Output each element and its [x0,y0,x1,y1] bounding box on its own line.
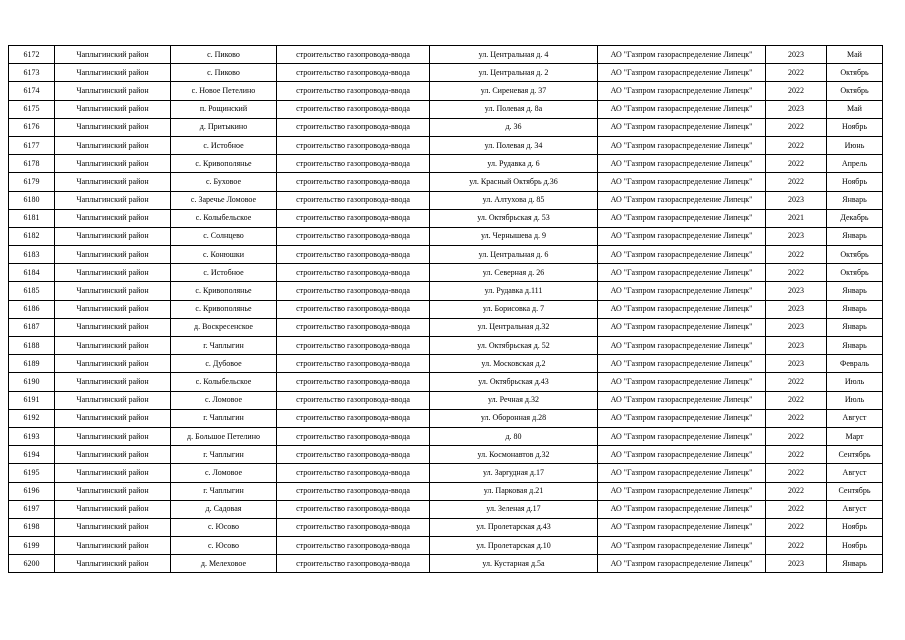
work-type-cell: строительство газопровода-ввода [277,427,430,445]
organization-cell: АО "Газпром газораспределение Липецк" [598,100,766,118]
settlement-cell: с. Истобное [171,264,277,282]
settlement-cell: п. Рощинский [171,100,277,118]
organization-cell: АО "Газпром газораспределение Липецк" [598,282,766,300]
work-type-cell: строительство газопровода-ввода [277,409,430,427]
address-cell: ул. Речная д.32 [430,391,598,409]
month-cell: Июль [827,391,883,409]
month-cell: Ноябрь [827,173,883,191]
district-cell: Чаплыгинский район [55,173,171,191]
work-type-cell: строительство газопровода-ввода [277,318,430,336]
month-cell: Август [827,409,883,427]
table-row [9,82,883,100]
year-cell: 2022 [766,464,827,482]
district-cell: Чаплыгинский район [55,82,171,100]
table-row [9,355,883,373]
year-cell: 2022 [766,82,827,100]
work-type-cell: строительство газопровода-ввода [277,64,430,82]
table-row [9,173,883,191]
organization-cell: АО "Газпром газораспределение Липецк" [598,82,766,100]
district-cell: Чаплыгинский район [55,518,171,536]
settlement-cell: г. Чаплыгин [171,446,277,464]
row-number-cell: 6197 [9,500,55,518]
table-row [9,446,883,464]
row-number-cell: 6196 [9,482,55,500]
district-cell: Чаплыгинский район [55,355,171,373]
organization-cell: АО "Газпром газораспределение Липецк" [598,427,766,445]
month-cell: Май [827,100,883,118]
organization-cell: АО "Газпром газораспределение Липецк" [598,191,766,209]
year-cell: 2023 [766,337,827,355]
month-cell: Сентябрь [827,446,883,464]
row-number-cell: 6199 [9,537,55,555]
table-body [9,46,883,573]
address-cell: ул. Космонавтов д.32 [430,446,598,464]
year-cell: 2022 [766,264,827,282]
address-cell: ул. Пролетарская д.43 [430,518,598,536]
table-row [9,46,883,64]
month-cell: Декабрь [827,209,883,227]
work-type-cell: строительство газопровода-ввода [277,482,430,500]
work-type-cell: строительство газопровода-ввода [277,191,430,209]
settlement-cell: с. Ломовое [171,464,277,482]
year-cell: 2022 [766,246,827,264]
organization-cell: АО "Газпром газораспределение Липецк" [598,318,766,336]
settlement-cell: с. Истобное [171,136,277,154]
month-cell: Ноябрь [827,518,883,536]
row-number-cell: 6178 [9,155,55,173]
district-cell: Чаплыгинский район [55,264,171,282]
address-cell: ул. Октябрьская д. 53 [430,209,598,227]
table-row [9,537,883,555]
row-number-cell: 6185 [9,282,55,300]
month-cell: Февраль [827,355,883,373]
work-type-cell: строительство газопровода-ввода [277,100,430,118]
month-cell: Октябрь [827,82,883,100]
address-cell: ул. Полевая д. 34 [430,136,598,154]
month-cell: Январь [827,191,883,209]
address-cell: ул. Центральная д. 6 [430,246,598,264]
district-cell: Чаплыгинский район [55,118,171,136]
year-cell: 2023 [766,191,827,209]
address-cell: ул. Октябрьская д.43 [430,373,598,391]
year-cell: 2022 [766,409,827,427]
organization-cell: АО "Газпром газораспределение Липецк" [598,300,766,318]
address-cell: ул. Парковая д.21 [430,482,598,500]
month-cell: Май [827,46,883,64]
table-row [9,337,883,355]
row-number-cell: 6195 [9,464,55,482]
month-cell: Октябрь [827,246,883,264]
table-row [9,136,883,154]
table-row [9,518,883,536]
organization-cell: АО "Газпром газораспределение Липецк" [598,482,766,500]
settlement-cell: г. Чаплыгин [171,482,277,500]
row-number-cell: 6179 [9,173,55,191]
organization-cell: АО "Газпром газораспределение Липецк" [598,118,766,136]
district-cell: Чаплыгинский район [55,136,171,154]
row-number-cell: 6193 [9,427,55,445]
row-number-cell: 6180 [9,191,55,209]
settlement-cell: с. Буховое [171,173,277,191]
address-cell: ул. Кустарная д.5а [430,555,598,573]
district-cell: Чаплыгинский район [55,446,171,464]
row-number-cell: 6181 [9,209,55,227]
work-type-cell: строительство газопровода-ввода [277,246,430,264]
address-cell: ул. Центральная д. 2 [430,64,598,82]
table-row [9,209,883,227]
district-cell: Чаплыгинский район [55,427,171,445]
work-type-cell: строительство газопровода-ввода [277,500,430,518]
row-number-cell: 6198 [9,518,55,536]
year-cell: 2022 [766,427,827,445]
district-cell: Чаплыгинский район [55,337,171,355]
district-cell: Чаплыгинский район [55,227,171,245]
settlement-cell: с. Юсово [171,537,277,555]
month-cell: Апрель [827,155,883,173]
settlement-cell: с. Колыбельское [171,209,277,227]
year-cell: 2022 [766,64,827,82]
address-cell: ул. Полевая д. 8а [430,100,598,118]
settlement-cell: с. Пиково [171,64,277,82]
organization-cell: АО "Газпром газораспределение Липецк" [598,246,766,264]
year-cell: 2023 [766,100,827,118]
row-number-cell: 6194 [9,446,55,464]
year-cell: 2022 [766,173,827,191]
month-cell: Июль [827,373,883,391]
district-cell: Чаплыгинский район [55,209,171,227]
organization-cell: АО "Газпром газораспределение Липецк" [598,337,766,355]
organization-cell: АО "Газпром газораспределение Липецк" [598,173,766,191]
work-type-cell: строительство газопровода-ввода [277,46,430,64]
year-cell: 2023 [766,46,827,64]
year-cell: 2022 [766,518,827,536]
district-cell: Чаплыгинский район [55,282,171,300]
organization-cell: АО "Газпром газораспределение Липецк" [598,227,766,245]
settlement-cell: д. Воскресенское [171,318,277,336]
address-cell: ул. Алтухова д. 85 [430,191,598,209]
month-cell: Октябрь [827,64,883,82]
work-type-cell: строительство газопровода-ввода [277,118,430,136]
month-cell: Сентябрь [827,482,883,500]
table-row [9,191,883,209]
month-cell: Август [827,500,883,518]
row-number-cell: 6175 [9,100,55,118]
address-cell: ул. Оборонная д.28 [430,409,598,427]
address-cell: ул. Октябрьская д. 52 [430,337,598,355]
table-row [9,482,883,500]
year-cell: 2023 [766,555,827,573]
month-cell: Ноябрь [827,537,883,555]
organization-cell: АО "Газпром газораспределение Липецк" [598,373,766,391]
address-cell: ул. Рудавка д.111 [430,282,598,300]
district-cell: Чаплыгинский район [55,555,171,573]
district-cell: Чаплыгинский район [55,46,171,64]
district-cell: Чаплыгинский район [55,464,171,482]
table-row [9,100,883,118]
row-number-cell: 6191 [9,391,55,409]
work-type-cell: строительство газопровода-ввода [277,82,430,100]
year-cell: 2022 [766,155,827,173]
month-cell: Ноябрь [827,118,883,136]
month-cell: Март [827,427,883,445]
district-cell: Чаплыгинский район [55,409,171,427]
year-cell: 2022 [766,500,827,518]
gas-connection-table [8,45,883,573]
row-number-cell: 6192 [9,409,55,427]
table-row [9,555,883,573]
row-number-cell: 6172 [9,46,55,64]
address-cell: ул. Красный Октябрь д.36 [430,173,598,191]
district-cell: Чаплыгинский район [55,300,171,318]
work-type-cell: строительство газопровода-ввода [277,373,430,391]
address-cell: ул. Зеленая д.17 [430,500,598,518]
table-row [9,246,883,264]
settlement-cell: с. Колыбельское [171,373,277,391]
district-cell: Чаплыгинский район [55,191,171,209]
row-number-cell: 6189 [9,355,55,373]
work-type-cell: строительство газопровода-ввода [277,173,430,191]
year-cell: 2023 [766,282,827,300]
row-number-cell: 6190 [9,373,55,391]
address-cell: ул. Северная д. 26 [430,264,598,282]
organization-cell: АО "Газпром газораспределение Липецк" [598,136,766,154]
organization-cell: АО "Газпром газораспределение Липецк" [598,500,766,518]
organization-cell: АО "Газпром газораспределение Липецк" [598,518,766,536]
year-cell: 2023 [766,300,827,318]
settlement-cell: с. Кривополянье [171,155,277,173]
year-cell: 2023 [766,318,827,336]
work-type-cell: строительство газопровода-ввода [277,136,430,154]
work-type-cell: строительство газопровода-ввода [277,264,430,282]
settlement-cell: д. Садовая [171,500,277,518]
organization-cell: АО "Газпром газораспределение Липецк" [598,64,766,82]
year-cell: 2023 [766,355,827,373]
district-cell: Чаплыгинский район [55,246,171,264]
table-row [9,264,883,282]
row-number-cell: 6182 [9,227,55,245]
month-cell: Июнь [827,136,883,154]
settlement-cell: с. Солнцево [171,227,277,245]
table-row [9,409,883,427]
year-cell: 2022 [766,118,827,136]
district-cell: Чаплыгинский район [55,537,171,555]
organization-cell: АО "Газпром газораспределение Липецк" [598,46,766,64]
table-row [9,155,883,173]
settlement-cell: г. Чаплыгин [171,337,277,355]
work-type-cell: строительство газопровода-ввода [277,555,430,573]
row-number-cell: 6177 [9,136,55,154]
table-row [9,227,883,245]
address-cell: ул. Центральная д.32 [430,318,598,336]
settlement-cell: с. Дубовое [171,355,277,373]
settlement-cell: с. Заречье Ломовое [171,191,277,209]
district-cell: Чаплыгинский район [55,391,171,409]
year-cell: 2021 [766,209,827,227]
table-row [9,64,883,82]
address-cell: ул. Рудавка д. 6 [430,155,598,173]
address-cell: ул. Московская д.2 [430,355,598,373]
district-cell: Чаплыгинский район [55,482,171,500]
settlement-cell: с. Кривополянье [171,300,277,318]
year-cell: 2022 [766,136,827,154]
settlement-cell: с. Юсово [171,518,277,536]
year-cell: 2023 [766,227,827,245]
row-number-cell: 6173 [9,64,55,82]
address-cell: ул. Заprудная д.17 [430,464,598,482]
district-cell: Чаплыгинский район [55,373,171,391]
month-cell: Январь [827,227,883,245]
work-type-cell: строительство газопровода-ввода [277,209,430,227]
year-cell: 2022 [766,482,827,500]
month-cell: Январь [827,555,883,573]
organization-cell: АО "Газпром газораспределение Липецк" [598,555,766,573]
work-type-cell: строительство газопровода-ввода [277,537,430,555]
address-cell: ул. Пролетарская д.10 [430,537,598,555]
row-number-cell: 6174 [9,82,55,100]
month-cell: Август [827,464,883,482]
table-row [9,464,883,482]
settlement-cell: д. Притыкино [171,118,277,136]
settlement-cell: с. Новое Петелино [171,82,277,100]
work-type-cell: строительство газопровода-ввода [277,227,430,245]
organization-cell: АО "Газпром газораспределение Липецк" [598,264,766,282]
work-type-cell: строительство газопровода-ввода [277,155,430,173]
settlement-cell: с. Ломовое [171,391,277,409]
row-number-cell: 6188 [9,337,55,355]
settlement-cell: с. Конюшки [171,246,277,264]
month-cell: Январь [827,282,883,300]
month-cell: Январь [827,337,883,355]
month-cell: Январь [827,318,883,336]
district-cell: Чаплыгинский район [55,155,171,173]
table-row [9,282,883,300]
district-cell: Чаплыгинский район [55,100,171,118]
settlement-cell: д. Мелеховое [171,555,277,573]
work-type-cell: строительство газопровода-ввода [277,300,430,318]
work-type-cell: строительство газопровода-ввода [277,337,430,355]
settlement-cell: д. Большое Петелино [171,427,277,445]
month-cell: Январь [827,300,883,318]
address-cell: ул. Борисовка д. 7 [430,300,598,318]
organization-cell: АО "Газпром газораспределение Липецк" [598,409,766,427]
table-row [9,500,883,518]
organization-cell: АО "Газпром газораспределение Липецк" [598,355,766,373]
year-cell: 2022 [766,537,827,555]
work-type-cell: строительство газопровода-ввода [277,518,430,536]
organization-cell: АО "Газпром газораспределение Липецк" [598,155,766,173]
table-row [9,427,883,445]
work-type-cell: строительство газопровода-ввода [277,391,430,409]
address-cell: ул. Сиреневая д. 37 [430,82,598,100]
organization-cell: АО "Газпром газораспределение Липецк" [598,391,766,409]
row-number-cell: 6200 [9,555,55,573]
settlement-cell: с. Кривополянье [171,282,277,300]
year-cell: 2022 [766,373,827,391]
district-cell: Чаплыгинский район [55,500,171,518]
table-row [9,118,883,136]
settlement-cell: с. Пиково [171,46,277,64]
organization-cell: АО "Газпром газораспределение Липецк" [598,446,766,464]
row-number-cell: 6183 [9,246,55,264]
organization-cell: АО "Газпром газораспределение Липецк" [598,464,766,482]
district-cell: Чаплыгинский район [55,64,171,82]
month-cell: Октябрь [827,264,883,282]
row-number-cell: 6176 [9,118,55,136]
address-cell: ул. Чернышева д. 9 [430,227,598,245]
address-cell: д. 80 [430,427,598,445]
year-cell: 2022 [766,446,827,464]
row-number-cell: 6187 [9,318,55,336]
address-cell: ул. Центральная д. 4 [430,46,598,64]
table-row [9,373,883,391]
address-cell: д. 36 [430,118,598,136]
district-cell: Чаплыгинский район [55,318,171,336]
table-row [9,300,883,318]
table-row [9,318,883,336]
row-number-cell: 6186 [9,300,55,318]
year-cell: 2022 [766,391,827,409]
table-row [9,391,883,409]
work-type-cell: строительство газопровода-ввода [277,446,430,464]
settlement-cell: г. Чаплыгин [171,409,277,427]
work-type-cell: строительство газопровода-ввода [277,355,430,373]
organization-cell: АО "Газпром газораспределение Липецк" [598,209,766,227]
work-type-cell: строительство газопровода-ввода [277,282,430,300]
organization-cell: АО "Газпром газораспределение Липецк" [598,537,766,555]
work-type-cell: строительство газопровода-ввода [277,464,430,482]
row-number-cell: 6184 [9,264,55,282]
